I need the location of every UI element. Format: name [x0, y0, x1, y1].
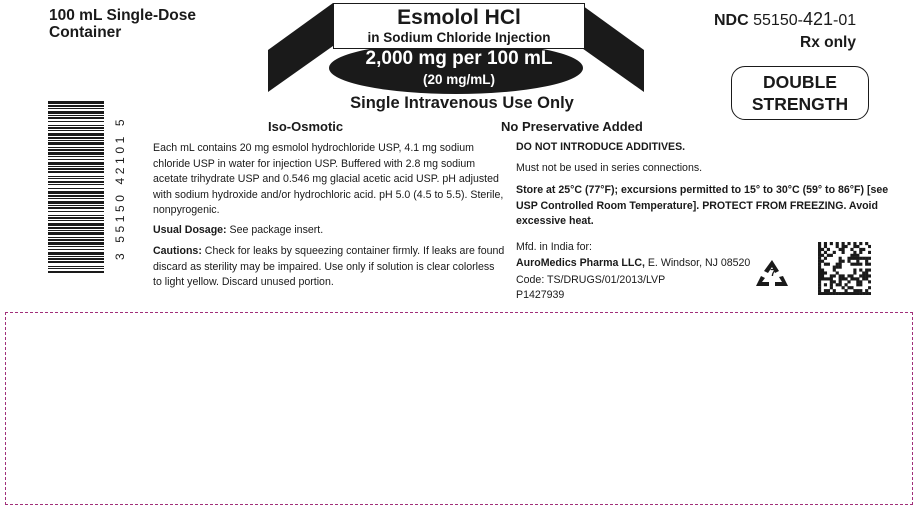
- concentration: (20 mg/mL): [422, 72, 495, 87]
- barcode-digits: 3 55150 42101 5: [113, 115, 127, 261]
- drug-title-box: [333, 3, 585, 49]
- ndc-labeler: 55150-: [753, 12, 803, 29]
- license-code: Code: TS/DRUGS/01/2013/LVP: [516, 274, 666, 286]
- route-statement: Single Intravenous Use Only: [350, 94, 574, 112]
- usual-dosage-text: See package insert.: [226, 224, 324, 236]
- container-type: [49, 7, 196, 41]
- no-preservative: No Preservative Added: [501, 119, 643, 134]
- cautions-text: Check for leaks by squeezing container firmly. If leaks are found discard as sterility may be impaired. Use only if solution is clear colorless to light yellow. Discard unused portion.: [153, 245, 505, 288]
- ndc-label: NDC: [714, 12, 749, 29]
- drug-name: Esmolol HCl: [397, 6, 521, 29]
- badge-line-2: STRENGTH: [751, 94, 849, 114]
- no-additives-warning: DO NOT INTRODUCE ADDITIVES.: [516, 141, 686, 153]
- 2d-barcode: [818, 242, 871, 295]
- manufacturer-name: AuroMedics Pharma LLC,: [516, 257, 645, 269]
- badge-line-1: DOUBLE: [763, 72, 837, 92]
- usual-dosage: [153, 223, 505, 239]
- strength: 2,000 mg per 100 mL: [365, 48, 553, 69]
- rx-only: Rx only: [800, 34, 856, 51]
- series-warning: Must not be used in series connections.: [516, 162, 703, 174]
- double-strength-badge: [731, 66, 869, 120]
- usual-dosage-label: Usual Dosage:: [153, 224, 227, 236]
- manufacturer-address: E. Windsor, NJ 08520: [644, 257, 751, 269]
- composition-text: Each mL contains 20 mg esmolol hydrochloride USP, 4.1 mg sodium chloride USP in water for injection USP. Buffered with 2.8 mg sodium acetate trihydrate USP and 0.546 mg glacial acetic acid USP. pH adjusted with sodium hydroxide and/or hydrochloric acid. pH 5.0 (4.5 to 5.5). Sterile, nonpyrogenic.: [153, 142, 504, 216]
- iso-osmotic: Iso-Osmotic: [268, 119, 344, 134]
- drug-subtitle: in Sodium Chloride Injection: [367, 30, 551, 45]
- manufacturer: [516, 256, 750, 272]
- lot-code: P1427939: [516, 289, 565, 301]
- ndc-package: -01: [833, 12, 857, 29]
- cautions-label: Cautions:: [153, 245, 202, 257]
- container-type-line-1: 100 mL Single-Dose: [49, 7, 197, 24]
- cautions: [153, 244, 505, 291]
- blank-label-area: [5, 312, 913, 505]
- manufactured-in: Mfd. in India for:: [516, 241, 592, 253]
- container-type-line-2: Container: [49, 24, 122, 41]
- ndc-product: 421: [802, 9, 833, 29]
- barcode-digits-wrap: [113, 88, 129, 288]
- storage-instructions: Store at 25°C (77°F); excursions permitted to 15° to 30°C (59° to 86°F) [see USP Controlled Room Temperature]. PROTECT FROM FREEZING. Avoid excessive heat.: [516, 184, 889, 227]
- ndc-number: [714, 9, 856, 30]
- barcode: [48, 101, 104, 273]
- recycle-number: 7: [770, 268, 776, 279]
